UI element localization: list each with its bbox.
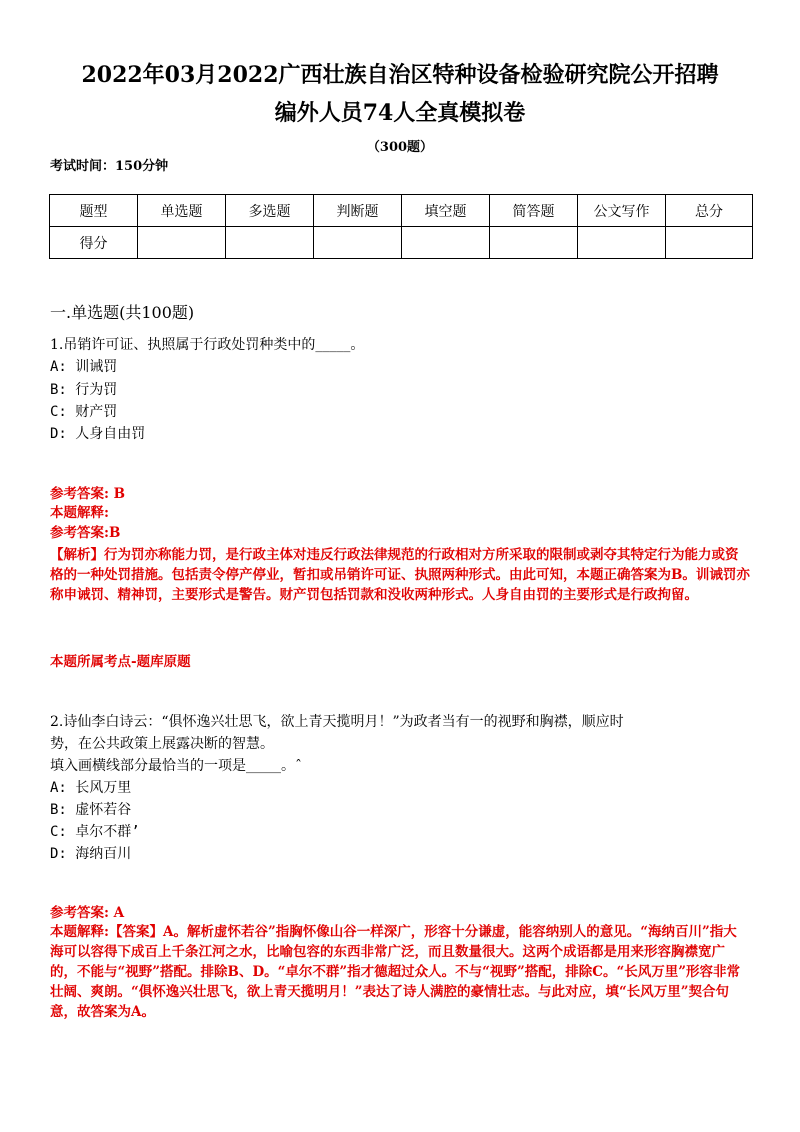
question-2-stem-line1: 2.诗仙李白诗云：“俱怀逸兴壮思飞，欲上青天揽明月！”为政者当有一的视野和胸襟，顺应时 bbox=[50, 714, 624, 730]
document-title-line2: 编外人员74人全真模拟卷 bbox=[274, 100, 526, 126]
question-count: （300题） bbox=[366, 140, 434, 155]
score-table-header-row bbox=[50, 195, 753, 227]
score-table-header-cell: 多选题 bbox=[226, 195, 314, 227]
document-title-line1: 2022年03月2022广西壮族自治区特种设备检验研究院公开招聘 bbox=[81, 62, 719, 88]
question-2-stem-line3: 填入画横线部分最恰当的一项是_____。ˆ bbox=[50, 758, 302, 774]
exam-time: 考试时间：150分钟 bbox=[50, 159, 169, 174]
question-2-option-d: D: 海纳百川 bbox=[50, 846, 132, 862]
score-table-score-row bbox=[50, 227, 753, 259]
score-cell bbox=[314, 227, 402, 259]
question-2-stem-line2: 势，在公共政策上展露决断的智慧。 bbox=[50, 736, 274, 752]
question-1-answer-repeat: 参考答案:B bbox=[50, 525, 121, 541]
score-table-header-cell: 判断题 bbox=[314, 195, 402, 227]
question-1-option-c: C: 财产罚 bbox=[50, 404, 118, 420]
score-table-header-cell: 填空题 bbox=[402, 195, 490, 227]
score-table-header-cell: 题型 bbox=[50, 195, 138, 227]
question-2-explanation: 本题解释:【答案】A。解析虚怀若谷”指胸怀像山谷一样深广，形容十分谦虚，能容纳别人的意见。“海纳百川”指大海可以容得下成百上千条江河之水，比喻包容的东西非常广泛，而且数量很大。这两个成语都是用来形容胸襟宽广的，不能与“视野”搭配。排除B、D。“卓尔不群”指才德超过众人。不与“视野”搭配，排除C。“长风万里”形容非常壮阔、爽朗。“俱怀逸兴壮思飞，欲上青天揽明月！”表达了诗人满腔的豪情壮志。与此对应，填“长风万里”契合句意，故答案为A。 bbox=[50, 924, 740, 1020]
score-table bbox=[49, 194, 753, 259]
score-cell bbox=[138, 227, 226, 259]
question-1-stem: 1.吊销许可证、执照属于行政处罚种类中的_____。 bbox=[50, 337, 365, 353]
question-2-option-a: A: 长风万里 bbox=[50, 780, 132, 796]
question-2-answer: 参考答案: A bbox=[50, 905, 125, 921]
section-title: 一.单选题(共100题) bbox=[50, 303, 195, 322]
score-row-label: 得分 bbox=[50, 227, 138, 259]
score-cell bbox=[666, 227, 753, 259]
question-1-explanation: 【解析】行为罚亦称能力罚，是行政主体对违反行政法律规范的行政相对方所采取的限制或剥夺其特定行为能力或资格的一种处罚措施。包括责令停产停业，暂扣或吊销许可证、执照两种形式。由此可知，本题正确答案为B。训诫罚亦称申诫罚、精神罚，主要形式是警告。财产罚包括罚款和没收两种形式。人身自由罚的主要形式是行政拘留。 bbox=[50, 547, 750, 603]
question-1-option-a: A: 训诫罚 bbox=[50, 359, 118, 375]
question-2-option-b: B: 虚怀若谷 bbox=[50, 802, 132, 818]
score-table-header-cell: 公文写作 bbox=[578, 195, 666, 227]
question-2-option-c: C: 卓尔不群’ bbox=[50, 824, 140, 840]
score-table-header-cell: 单选题 bbox=[138, 195, 226, 227]
score-cell bbox=[490, 227, 578, 259]
question-1-source: 本题所属考点-题库原题 bbox=[50, 654, 191, 670]
score-table-header-cell: 简答题 bbox=[490, 195, 578, 227]
question-1-option-b: B: 行为罚 bbox=[50, 382, 118, 398]
score-cell bbox=[578, 227, 666, 259]
score-cell bbox=[226, 227, 314, 259]
question-1-explain-label: 本题解释: bbox=[50, 505, 109, 521]
score-cell bbox=[402, 227, 490, 259]
question-1-answer: 参考答案: B bbox=[50, 486, 126, 502]
question-1-option-d: D: 人身自由罚 bbox=[50, 426, 146, 442]
score-table-header-cell: 总分 bbox=[666, 195, 753, 227]
